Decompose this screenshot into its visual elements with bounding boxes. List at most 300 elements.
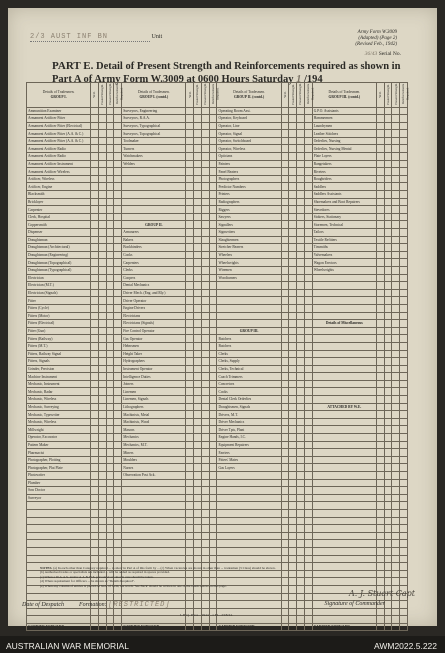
count-cell <box>392 335 400 343</box>
col-header-present: Present Strength. <box>106 83 114 108</box>
count-cell <box>186 229 194 237</box>
count-cell <box>297 145 305 153</box>
count-cell <box>114 547 122 555</box>
count-cell <box>392 472 400 480</box>
count-cell <box>376 115 384 123</box>
note-d: (d) When requirement for Officers ... be shown as "Details Required". <box>40 579 135 584</box>
count-cell <box>384 259 392 267</box>
count-cell <box>384 616 392 624</box>
count-cell <box>201 191 209 199</box>
count-cell <box>392 289 400 297</box>
count-cell <box>114 229 122 237</box>
count-cell <box>376 183 384 191</box>
count-cell <box>114 259 122 267</box>
count-cell <box>376 137 384 145</box>
count-cell <box>297 434 305 442</box>
count-cell <box>304 168 312 176</box>
count-cell <box>289 168 297 176</box>
count-cell <box>392 555 400 563</box>
count-cell <box>114 517 122 525</box>
count-cell <box>392 373 400 381</box>
count-cell <box>297 282 305 290</box>
table-row <box>27 418 408 426</box>
count-cell <box>376 418 384 426</box>
count-cell <box>194 441 202 449</box>
table-row <box>27 487 408 495</box>
count-cell <box>384 183 392 191</box>
count-cell <box>289 312 297 320</box>
count-cell <box>289 509 297 517</box>
count-cell <box>106 547 114 555</box>
count-cell <box>384 244 392 252</box>
trade-label: Height Taker <box>122 350 186 358</box>
count-cell <box>91 304 99 312</box>
count-cell <box>304 145 312 153</box>
count-cell <box>281 236 289 244</box>
count-cell <box>106 388 114 396</box>
count-cell <box>186 107 194 115</box>
trade-label: Hydrographers <box>122 358 186 366</box>
trade-label <box>27 547 91 555</box>
trade-label: Mechanic, Surveying <box>27 403 91 411</box>
count-cell <box>201 236 209 244</box>
count-cell <box>400 373 408 381</box>
count-cell <box>384 130 392 138</box>
count-cell <box>91 616 99 624</box>
count-cell <box>384 191 392 199</box>
trade-label: Pattern Maker <box>27 441 91 449</box>
count-cell <box>297 365 305 373</box>
trade-label: Armament Artificer Fitter (A.A. & C.) <box>27 137 91 145</box>
trade-label: Driver Operator <box>122 297 186 305</box>
count-cell <box>289 342 297 350</box>
count-cell <box>91 608 99 616</box>
count-cell <box>106 472 114 480</box>
count-cell <box>384 213 392 221</box>
count-cell <box>289 540 297 548</box>
count-cell <box>186 479 194 487</box>
count-cell <box>91 396 99 404</box>
count-cell <box>304 388 312 396</box>
count-cell <box>98 388 106 396</box>
count-cell <box>384 358 392 366</box>
count-cell <box>281 509 289 517</box>
table-row <box>27 213 408 221</box>
count-cell <box>114 236 122 244</box>
count-cell <box>98 472 106 480</box>
trade-label: Electricians (Signals) <box>122 320 186 328</box>
count-cell <box>400 441 408 449</box>
count-cell <box>194 198 202 206</box>
table-row <box>27 107 408 115</box>
count-cell <box>281 411 289 419</box>
count-cell <box>106 342 114 350</box>
count-cell <box>91 532 99 540</box>
count-cell <box>297 441 305 449</box>
count-cell <box>201 107 209 115</box>
count-cell <box>106 259 114 267</box>
count-cell <box>384 327 392 335</box>
count-cell <box>297 487 305 495</box>
trade-label: Photographer, Plat Plate <box>27 464 91 472</box>
count-cell <box>186 244 194 252</box>
trade-label: Printers <box>217 191 281 199</box>
trade-label: Painters <box>217 160 281 168</box>
count-cell <box>304 487 312 495</box>
count-cell <box>392 509 400 517</box>
count-cell <box>91 153 99 161</box>
count-cell <box>297 221 305 229</box>
count-cell <box>106 251 114 259</box>
count-cell <box>114 479 122 487</box>
count-cell <box>194 168 202 176</box>
trade-label <box>217 593 281 601</box>
count-cell <box>384 411 392 419</box>
count-cell <box>209 183 217 191</box>
count-cell <box>106 335 114 343</box>
count-cell <box>392 616 400 624</box>
count-cell <box>98 266 106 274</box>
count-cell <box>209 532 217 540</box>
count-cell <box>114 130 122 138</box>
count-cell <box>106 213 114 221</box>
count-cell <box>392 411 400 419</box>
trade-label <box>217 517 281 525</box>
count-cell <box>114 175 122 183</box>
trade-label: Dental Mechanics <box>122 282 186 290</box>
count-cell <box>114 282 122 290</box>
table-row <box>27 555 408 563</box>
trade-label: Clerks <box>217 350 281 358</box>
count-cell <box>201 130 209 138</box>
trade-label: Ammunition Examiner <box>27 107 91 115</box>
count-cell <box>289 274 297 282</box>
count-cell <box>376 502 384 510</box>
count-cell <box>376 608 384 616</box>
trade-label <box>217 297 281 305</box>
col-header-details-3: Details of Tradesmen. GROUP II. (contd.) <box>217 83 281 108</box>
count-cell <box>392 380 400 388</box>
count-cell <box>392 342 400 350</box>
trade-label: Stretcher Bearers <box>217 244 281 252</box>
count-cell <box>304 289 312 297</box>
count-cell <box>106 623 114 631</box>
count-cell <box>392 198 400 206</box>
count-cell <box>201 418 209 426</box>
count-cell <box>400 509 408 517</box>
count-cell <box>297 403 305 411</box>
count-cell <box>289 350 297 358</box>
count-cell <box>98 479 106 487</box>
count-cell <box>98 540 106 548</box>
count-cell <box>297 191 305 199</box>
trade-label: Artificer, Wireless <box>27 175 91 183</box>
count-cell <box>297 479 305 487</box>
carried-forward-label: CARRIED FORWARD <box>217 623 281 631</box>
count-cell <box>106 244 114 252</box>
count-cell <box>304 380 312 388</box>
trade-label <box>122 494 186 502</box>
count-cell <box>114 502 122 510</box>
count-cell <box>392 327 400 335</box>
count-cell <box>392 122 400 130</box>
trade-label: Textile Refitters <box>312 236 376 244</box>
count-cell <box>106 107 114 115</box>
count-cell <box>384 601 392 609</box>
count-cell <box>186 115 194 123</box>
count-cell <box>392 532 400 540</box>
count-cell <box>91 244 99 252</box>
trade-label <box>122 525 186 533</box>
count-cell <box>194 540 202 548</box>
count-cell <box>114 608 122 616</box>
count-cell <box>194 502 202 510</box>
count-cell <box>392 464 400 472</box>
count-cell <box>209 517 217 525</box>
count-cell <box>297 358 305 366</box>
count-cell <box>384 434 392 442</box>
count-cell <box>106 137 114 145</box>
count-cell <box>384 266 392 274</box>
table-row <box>27 137 408 145</box>
count-cell <box>194 517 202 525</box>
count-cell <box>281 418 289 426</box>
count-cell <box>289 456 297 464</box>
count-cell <box>209 229 217 237</box>
count-cell <box>114 418 122 426</box>
count-cell <box>289 479 297 487</box>
trade-label <box>217 601 281 609</box>
count-cell <box>114 107 122 115</box>
trade-label: Fitters (M.T.) <box>27 342 91 350</box>
count-cell <box>186 487 194 495</box>
count-cell <box>114 396 122 404</box>
count-cell <box>114 304 122 312</box>
count-cell <box>304 509 312 517</box>
trade-label: Butchers <box>217 342 281 350</box>
count-cell <box>376 327 384 335</box>
trade-label: Surveyors, R.A.A. <box>122 115 186 123</box>
count-cell <box>201 289 209 297</box>
count-cell <box>194 175 202 183</box>
trade-label <box>312 472 376 480</box>
count-cell <box>91 266 99 274</box>
count-cell <box>201 509 209 517</box>
trade-label: Stokers, Stationary <box>312 213 376 221</box>
count-cell <box>186 517 194 525</box>
trade-label: Clerks, Technical <box>217 365 281 373</box>
table-row <box>27 122 408 130</box>
count-cell <box>384 304 392 312</box>
count-cell <box>281 396 289 404</box>
trade-label <box>312 502 376 510</box>
count-cell <box>106 145 114 153</box>
count-cell <box>106 312 114 320</box>
count-cell <box>209 547 217 555</box>
count-cell <box>186 456 194 464</box>
trade-label <box>217 312 281 320</box>
count-cell <box>201 160 209 168</box>
count-cell <box>186 145 194 153</box>
count-cell <box>186 304 194 312</box>
count-cell <box>201 396 209 404</box>
count-cell <box>201 145 209 153</box>
col-header-present: Present Strength. <box>392 83 400 108</box>
count-cell <box>297 426 305 434</box>
count-cell <box>297 494 305 502</box>
count-cell <box>400 304 408 312</box>
count-cell <box>304 183 312 191</box>
count-cell <box>289 464 297 472</box>
count-cell <box>392 487 400 495</box>
count-cell <box>194 601 202 609</box>
table-row <box>27 259 408 267</box>
count-cell <box>186 289 194 297</box>
table-row <box>27 206 408 214</box>
count-cell <box>289 547 297 555</box>
count-cell <box>114 487 122 495</box>
count-cell <box>297 380 305 388</box>
count-cell <box>376 130 384 138</box>
trade-label: Machinists, Wood <box>122 418 186 426</box>
trade-label: Operator, Signal <box>217 130 281 138</box>
count-cell <box>106 509 114 517</box>
count-cell <box>376 229 384 237</box>
count-cell <box>106 304 114 312</box>
unit-line <box>30 33 162 42</box>
table-row <box>27 350 408 358</box>
count-cell <box>376 547 384 555</box>
count-cell <box>297 198 305 206</box>
count-cell <box>106 479 114 487</box>
count-cell <box>400 449 408 457</box>
count-cell <box>91 593 99 601</box>
trade-label: Wheelers <box>217 251 281 259</box>
count-cell <box>376 517 384 525</box>
count-cell <box>114 426 122 434</box>
count-cell <box>91 137 99 145</box>
count-cell <box>201 244 209 252</box>
count-cell <box>289 221 297 229</box>
trade-label: Cooks <box>122 251 186 259</box>
count-cell <box>209 555 217 563</box>
trade-label <box>217 547 281 555</box>
trade-label <box>217 502 281 510</box>
count-cell <box>304 153 312 161</box>
table-row <box>27 168 408 176</box>
count-cell <box>281 616 289 624</box>
count-cell <box>281 153 289 161</box>
count-cell <box>194 350 202 358</box>
count-cell <box>194 418 202 426</box>
count-cell <box>209 449 217 457</box>
count-cell <box>194 312 202 320</box>
count-cell <box>297 289 305 297</box>
count-cell <box>297 244 305 252</box>
count-cell <box>91 198 99 206</box>
trade-label: Armament Artificer Radio <box>27 153 91 161</box>
count-cell <box>201 472 209 480</box>
count-cell <box>106 434 114 442</box>
count-cell <box>304 327 312 335</box>
count-cell <box>114 191 122 199</box>
count-cell <box>392 160 400 168</box>
count-cell <box>281 472 289 480</box>
count-cell <box>98 418 106 426</box>
count-cell <box>91 335 99 343</box>
count-cell <box>384 373 392 381</box>
count-cell <box>400 221 408 229</box>
count-cell <box>106 464 114 472</box>
count-cell <box>297 266 305 274</box>
count-cell <box>376 266 384 274</box>
trade-label: Driver Tpts, Plant <box>217 426 281 434</box>
trade-label: Machine Instrument <box>27 373 91 381</box>
col-header-present: Present Strength. <box>201 83 209 108</box>
count-cell <box>400 130 408 138</box>
count-cell <box>186 601 194 609</box>
table-row <box>27 335 408 343</box>
note-b: (b) Authorised trades or specialists are included ... will be added as required in spaces provided. <box>40 570 170 575</box>
table-row <box>27 153 408 161</box>
count-cell <box>201 388 209 396</box>
count-cell <box>376 122 384 130</box>
count-cell <box>297 418 305 426</box>
count-cell <box>186 297 194 305</box>
count-cell <box>304 335 312 343</box>
count-cell <box>186 168 194 176</box>
count-cell <box>400 563 408 571</box>
count-cell <box>384 312 392 320</box>
count-cell <box>297 213 305 221</box>
count-cell <box>392 608 400 616</box>
trade-label <box>122 198 186 206</box>
trade-label <box>312 464 376 472</box>
trade-label: Miners <box>122 449 186 457</box>
form-revised: (Revised Feb., 1942) <box>355 42 397 47</box>
count-cell <box>114 358 122 366</box>
count-cell <box>194 426 202 434</box>
table-row <box>27 479 408 487</box>
count-cell <box>201 365 209 373</box>
count-cell <box>201 623 209 631</box>
count-cell <box>376 168 384 176</box>
count-cell <box>281 145 289 153</box>
trade-label <box>27 525 91 533</box>
count-cell <box>281 130 289 138</box>
count-cell <box>376 388 384 396</box>
count-cell <box>114 525 122 533</box>
count-cell <box>201 206 209 214</box>
count-cell <box>201 380 209 388</box>
count-cell <box>392 434 400 442</box>
count-cell <box>106 320 114 328</box>
count-cell <box>186 320 194 328</box>
count-cell <box>392 183 400 191</box>
count-cell <box>98 327 106 335</box>
count-cell <box>376 479 384 487</box>
count-cell <box>201 251 209 259</box>
count-cell <box>384 502 392 510</box>
count-cell <box>194 160 202 168</box>
col-header-posted: Posted Strength. <box>194 83 202 108</box>
count-cell <box>297 373 305 381</box>
count-cell <box>304 107 312 115</box>
count-cell <box>281 221 289 229</box>
table-row <box>27 145 408 153</box>
count-cell <box>392 244 400 252</box>
trade-label: Tinsmiths <box>312 244 376 252</box>
